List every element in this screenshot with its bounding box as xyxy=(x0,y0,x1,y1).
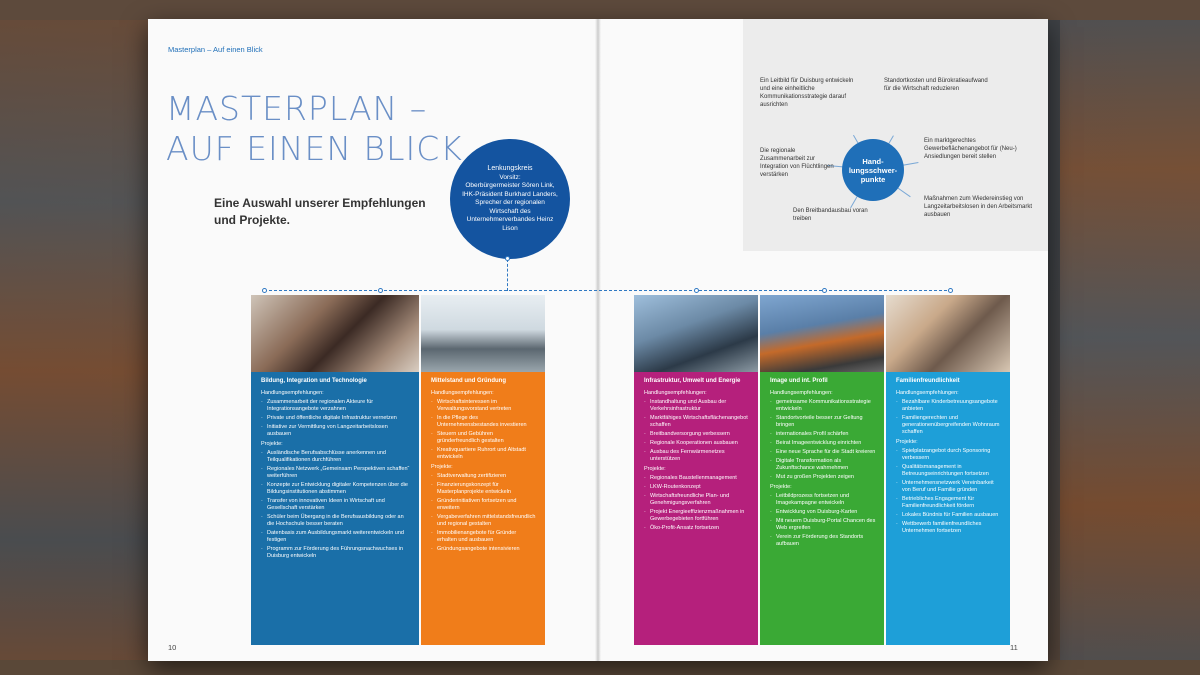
list-item: · internationales Profil schärfen xyxy=(770,431,876,438)
column-familie xyxy=(886,295,1010,645)
list-item: · Regionales Baustellenmanagement xyxy=(644,475,750,482)
list-item: · Konzepte zur Entwicklung digitaler Kompetenzen über die Bildungsinstitutionen abstimmen xyxy=(261,482,411,496)
recommendation-list xyxy=(770,399,876,481)
connector-dot xyxy=(822,288,827,293)
column-subhead: Projekte: xyxy=(261,441,283,447)
project-list xyxy=(261,450,411,560)
list-item: · Standortvorteile besser zur Geltung bringen xyxy=(770,415,876,429)
project-list xyxy=(644,475,750,532)
column-subhead: Handlungsempfehlungen: xyxy=(770,390,833,396)
list-item: · Private und öffentliche digitale Infrastruktur vernetzen xyxy=(261,415,411,422)
column-infrastruktur xyxy=(634,295,758,645)
list-item: · Gründungsangebote intensivieren xyxy=(431,546,537,553)
connector-dot xyxy=(378,288,383,293)
list-item: · Ausbau des Fernwärmenetzes unterstützen xyxy=(644,449,750,463)
column-title: Familienfreundlichkeit xyxy=(896,378,960,384)
connector-dot xyxy=(505,256,510,261)
list-item: · Datenbasis zum Ausbildungsmarkt weiterentwickeln und festigen xyxy=(261,530,411,544)
list-item: · Kreativquartiere Ruhrort und Altstadt entwickeln xyxy=(431,447,537,461)
list-item: · gemeinsame Kommunikationsstrategie entwickeln xyxy=(770,399,876,413)
column-subhead: Projekte: xyxy=(644,466,666,472)
list-item: · Instandhaltung und Ausbau der Verkehrsinfrastruktur xyxy=(644,399,750,413)
column-subhead: Projekte: xyxy=(431,464,453,470)
handlung-note-6: Die regionale Zusammenarbeit zur Integration von Flüchtlingen verstärken xyxy=(760,148,834,178)
photo-image xyxy=(760,295,884,372)
connector-vertical xyxy=(507,259,508,291)
list-item: · Lokales Bündnis für Familien ausbauen xyxy=(896,512,1002,519)
title-line-2: AUF EINEN BLICK xyxy=(166,129,463,168)
column-subhead: Projekte: xyxy=(896,439,918,445)
list-item: · Bezahlbare Kinderbetreuungsangebote anbieten xyxy=(896,399,1002,413)
list-item: · Stadtverwaltung zertifizieren xyxy=(431,473,537,480)
column-title: Image und int. Profil xyxy=(770,378,828,384)
handlung-note-3: Ein marktgerechtes Gewerbeflächenangebot für (Neu-) Ansiedlungen bereit stellen xyxy=(924,138,1017,160)
background-rust-right xyxy=(1060,0,1200,675)
title-line-1: MASTERPLAN – xyxy=(166,89,428,128)
connector-dot xyxy=(948,288,953,293)
lenkungskreis-text: Oberbürgermeister Sören Link, IHK-Präsident Burkhard Landers, Sprecher der regionalen Wirtschaft des Unternehmerverbandes Heinz Lison xyxy=(462,182,558,232)
list-item: · LKW-Routenkonzept xyxy=(644,484,750,491)
column-title: Infrastruktur, Umwelt und Energie xyxy=(644,378,741,384)
lenkungskreis-circle xyxy=(450,139,570,259)
list-item: · Wettbewerb familienfreundliches Unternehmen fortsetzen xyxy=(896,521,1002,535)
list-item: · Initiative zur Vermittlung von Langzeitarbeitslosen ausbauen xyxy=(261,424,411,438)
list-item: · Digitale Transformation als Zukunftschance wahrnehmen xyxy=(770,458,876,472)
handlung-note-5: Den Breitbandausbau voran treiben xyxy=(793,208,868,222)
list-item: · Leitbildprozess fortsetzen und Imagekampagne entwickeln xyxy=(770,493,876,507)
column-subhead: Handlungsempfehlungen: xyxy=(896,390,959,396)
list-item: · Wirtschaftsinteressen im Verwaltungsvorstand vertreten xyxy=(431,399,537,413)
handlung-note-1: Ein Leitbild für Duisburg entwickeln und eine einheitliche Kommunikationsstrategie darauf ausrichten xyxy=(760,78,854,108)
handlungsschwerpunkte-circle: Hand-lungsschwer-punkte xyxy=(842,139,904,201)
recommendation-list xyxy=(896,399,1002,436)
column-subhead: Handlungsempfehlungen: xyxy=(261,390,324,396)
list-item: · Wirtschaftsfreundliche Plan- und Genehmigungsverfahren xyxy=(644,493,750,507)
list-item: · Mut zu großen Projekten zeigen xyxy=(770,474,876,481)
list-item: · Beirat Imageentwicklung einrichten xyxy=(770,440,876,447)
recommendation-list xyxy=(261,399,411,438)
lenkungskreis-head: Lenkungskreis xyxy=(487,165,533,172)
photo-familie xyxy=(886,295,1010,372)
list-item: · In die Pflege des Unternehmensbestandes investieren xyxy=(431,415,537,429)
list-item: · Qualitätsmanagement in Betreuungseinrichtungen fortsetzen xyxy=(896,464,1002,478)
page-title xyxy=(166,89,466,169)
list-item: · Finanzierungskonzept für Masterplanprojekte entwickeln xyxy=(431,482,537,496)
column-subhead: Handlungsempfehlungen: xyxy=(644,390,707,396)
background-rust-bottom xyxy=(0,660,1200,675)
list-item: · Vergabeverfahren mittelstandsfreundlich und regional gestalten xyxy=(431,514,537,528)
recommendation-list xyxy=(644,399,750,463)
list-item: · Steuern und Gebühren gründerfreundlich gestalten xyxy=(431,431,537,445)
brochure-spread xyxy=(148,19,1048,661)
list-item: · Breitbandversorgung verbessern xyxy=(644,431,750,438)
page-subtitle: Eine Auswahl unserer Empfehlungen und Projekte. xyxy=(214,196,426,227)
photo-mittelstand xyxy=(421,295,545,372)
project-list xyxy=(770,493,876,548)
column-image xyxy=(760,295,884,645)
running-head-left: Masterplan – Auf einen Blick xyxy=(168,45,263,54)
list-item: · Ausländische Berufsabschlüsse anerkennen und Teilqualifikationen durchführen xyxy=(261,450,411,464)
handlung-note-4: Maßnahmen zum Wiedereinstieg von Langzeitarbeitslosen in den Arbeitsmarkt ausbauen xyxy=(924,196,1033,218)
list-item: · Projekt Energieeffizienzmaßnahmen in Gewerbegebieten fortführen xyxy=(644,509,750,523)
handlung-note-2: Standortkosten und Bürokratieaufwand für die Wirtschaft reduzieren xyxy=(884,78,988,92)
connector-horizontal xyxy=(264,290,952,291)
list-item: · Familiengerechten und generationenübergreifenden Wohnraum schaffen xyxy=(896,415,1002,436)
list-item: · Betriebliches Engagement für Familienfreundlichkeit fördern xyxy=(896,496,1002,510)
list-item: · Immobilienangebote für Gründer erhalten und ausbauen xyxy=(431,530,537,544)
column-title: Mittelstand und Gründung xyxy=(431,378,506,384)
background-rust-top xyxy=(0,0,1200,20)
connector-dot xyxy=(262,288,267,293)
column-subhead: Projekte: xyxy=(770,484,792,490)
list-item: · Zusammenarbeit der regionalen Akteure für Integrationsangebote verzahnen xyxy=(261,399,411,413)
column-subhead: Handlungsempfehlungen: xyxy=(431,390,494,396)
background-rust-left xyxy=(0,0,150,675)
list-item: · Transfer von innovativen Ideen in Wirtschaft und Gesellschaft verstärken xyxy=(261,498,411,512)
list-item: · Gründerinitiativen fortsetzen und erweitern xyxy=(431,498,537,512)
list-item: · Regionales Netzwerk „Gemeinsam Perspektiven schaffen“ weiterführen xyxy=(261,466,411,480)
list-item: · Unternehmensnetzwerk Vereinbarkeit von Beruf und Familie gründen xyxy=(896,480,1002,494)
list-item: · Marktfähiges Wirtschaftsflächenangebot schaffen xyxy=(644,415,750,429)
recommendation-list xyxy=(431,399,537,461)
list-item: · Eine neue Sprache für die Stadt kreieren xyxy=(770,449,876,456)
page-gutter xyxy=(595,19,601,661)
page-number-left: 10 xyxy=(168,643,177,652)
photo-bildung xyxy=(251,295,419,372)
photo-infrastruktur xyxy=(634,295,758,372)
column-mittelstand xyxy=(421,295,545,645)
project-list xyxy=(431,473,537,553)
list-item: · Regionale Kooperationen ausbauen xyxy=(644,440,750,447)
page-number-right: 11 xyxy=(1010,643,1018,652)
list-item: · Schüler beim Übergang in die Berufsausbildung oder an die Hochschule besser beraten xyxy=(261,514,411,528)
column-title: Bildung, Integration und Technologie xyxy=(261,378,367,384)
column-bildung xyxy=(251,295,419,645)
list-item: · Spielplatzangebot durch Sponsoring verbessern xyxy=(896,448,1002,462)
lenkungskreis-sub: Vorsitz: xyxy=(499,173,521,181)
list-item: · Programm zur Förderung des Führungsnachwuchses in Duisburg entwickeln xyxy=(261,546,411,560)
list-item: · Verein zur Förderung des Standorts aufbauen xyxy=(770,534,876,548)
project-list xyxy=(896,448,1002,535)
list-item: · Mit neuem Duisburg-Portal Chancen des Web ergreifen xyxy=(770,518,876,532)
list-item: · Entwicklung von Duisburg-Karten xyxy=(770,509,876,516)
connector-dot xyxy=(694,288,699,293)
list-item: · Öko-Profit-Ansatz fortsetzen xyxy=(644,525,750,532)
